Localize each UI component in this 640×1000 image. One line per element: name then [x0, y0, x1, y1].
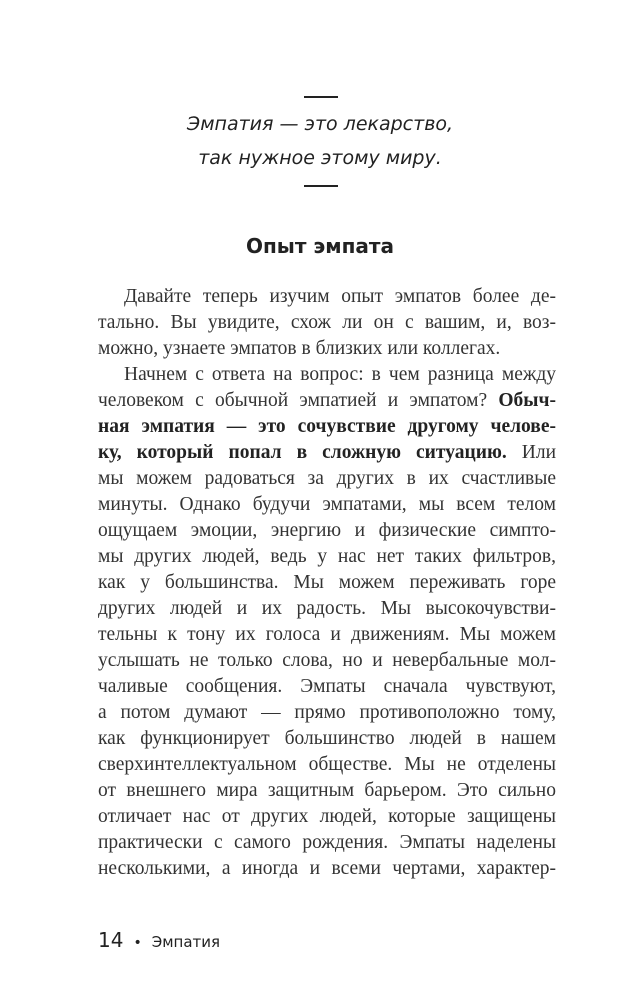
text-line: как у большинства. Мы можем переживать горе: [98, 572, 556, 593]
text-line: как функционирует большинство людей в нашем: [98, 728, 556, 749]
text-line: услышать не только слова, но и невербальные мол-: [98, 650, 556, 671]
text-normal: Или: [521, 442, 556, 463]
section-title: Опыт эмпата: [245, 234, 395, 258]
text-line: минуты. Однако будучи эмпатами, мы всем телом: [98, 494, 556, 515]
text-line: других людей и их радость. Мы высокочувстви-: [98, 598, 556, 619]
body-text: [98, 284, 556, 882]
text-line: можно, узнаете эмпатов в близких или коллегах.: [98, 338, 501, 359]
epigraph-line: Эмпатия — это лекарство,: [186, 113, 454, 135]
text-line: ощущаем эмоции, энергию и физические симпто-: [98, 520, 556, 541]
text-line: мы других людей, ведь у нас нет таких фильтров,: [98, 546, 556, 567]
epigraph-rule-top: [304, 96, 338, 98]
text-line: [98, 414, 556, 440]
text-line: [98, 440, 556, 466]
text-line: от внешнего мира защитным барьером. Это сильно: [98, 780, 556, 801]
text-bold: ку, который попал в сложную ситуацию.: [98, 442, 507, 463]
text-bold: Обыч-: [498, 390, 557, 411]
epigraph-line: так нужное этому миру.: [198, 147, 442, 169]
text-line: мы можем радоваться за других в их счастливые: [98, 468, 556, 489]
text-line: чаливые сообщения. Эмпаты сначала чувствуют,: [98, 676, 556, 697]
text-line: тально. Вы увидите, схож ли он с вашим, и, воз-: [98, 312, 556, 333]
epigraph-rule-bottom: [304, 185, 338, 187]
text-line: [98, 388, 556, 414]
footer-separator: •: [133, 935, 142, 951]
text-line: Начнем с ответа на вопрос: в чем разница между: [124, 364, 556, 385]
text-line: практически с самого рождения. Эмпаты наделены: [98, 832, 556, 853]
text-line: сверхинтеллектуальном обществе. Мы не отделены: [98, 754, 556, 775]
page-footer: [98, 928, 220, 952]
text-line: а потом думают — прямо противоположно тому,: [98, 702, 556, 723]
text-bold: ная эмпатия — это сочувствие другому челове-: [98, 416, 556, 437]
page-number: 14: [98, 928, 124, 952]
text-line: тельны к тону их голоса и движениям. Мы можем: [98, 624, 556, 645]
text-line: несколькими, а иногда и всеми чертами, характер-: [98, 858, 556, 879]
text-normal: человеком с обычной эмпатией и эмпатом?: [98, 390, 488, 411]
text-line: отличает нас от других людей, которые защищены: [98, 806, 556, 827]
running-title: Эмпатия: [151, 933, 221, 951]
text-line: Давайте теперь изучим опыт эмпатов более де-: [124, 286, 556, 307]
